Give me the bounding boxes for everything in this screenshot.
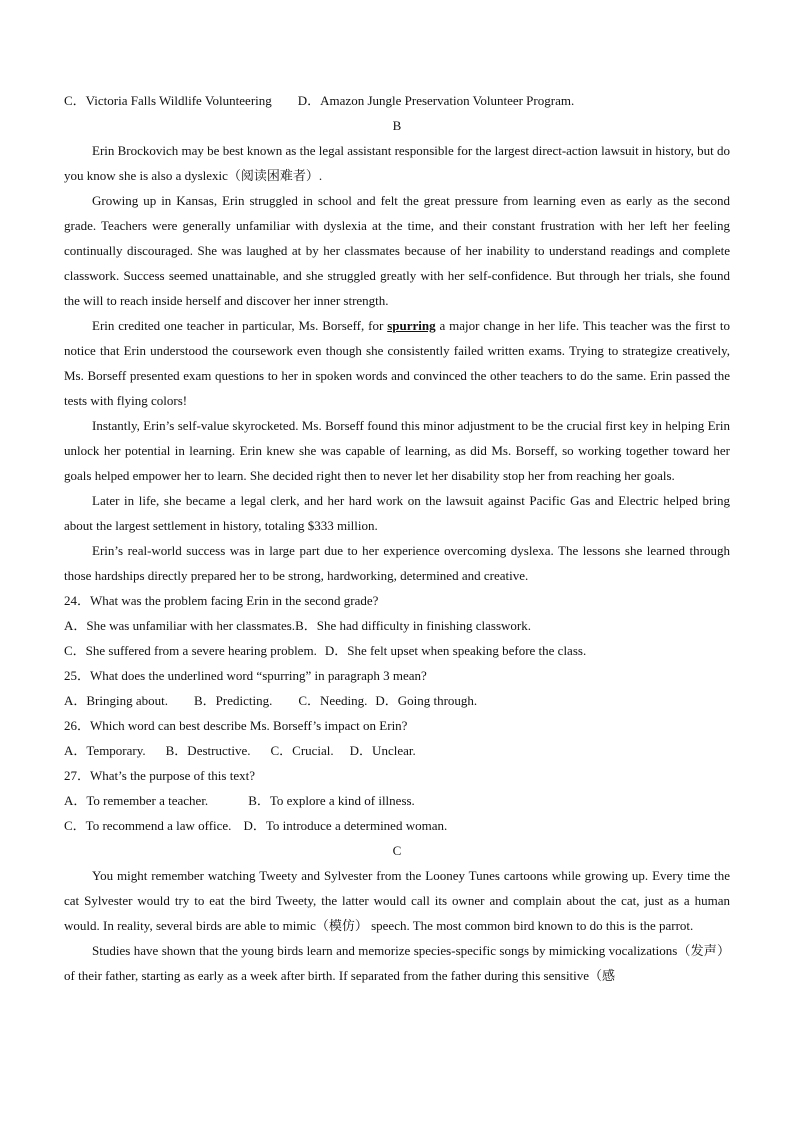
q24-option-a: A．She was unfamiliar with her classmates.	[64, 618, 296, 633]
underlined-word-spurring: spurring	[387, 318, 436, 333]
option-d: D．Amazon Jungle Preservation Volunteer Program.	[297, 93, 575, 108]
question-26-stem: 26．Which word can best describe Ms. Borseff’s impact on Erin?	[64, 718, 408, 733]
section-b-paragraph-2: Growing up in Kansas, Erin struggled in school and felt the great pressure from learning even as early as the second grade. Teachers were generally unfamiliar with dyslexia at the time, and their constant frustration with her left her feeling continually discouraged. She was laughed at by her classmates because of her inability to understand readings and complete classwork. Success seemed unattainable, and she struggled greatly with her self-confidence. But through her trials, she found the will to reach inside herself and discover her inner strength.	[64, 193, 730, 308]
section-b-paragraph-4: Instantly, Erin’s self-value skyrocketed. Ms. Borseff found this minor adjustment to be the crucial first key in helping Erin unlock her potential in learning. Erin knew she was capable of learning, as did Ms. Borseff, so working together toward her goals helped empower her to learn. She decided right then to never let her disability stop her from reaching her goals.	[64, 418, 730, 483]
q26-option-d: D．Unclear.	[349, 743, 416, 758]
question-27-stem: 27．What’s the purpose of this text?	[64, 768, 255, 783]
previous-question-options	[64, 88, 730, 113]
question-24-options-line-1	[64, 613, 730, 638]
q24-option-d: D．She felt upset when speaking before the class.	[324, 643, 587, 658]
section-c-heading: C	[392, 843, 402, 858]
section-b-paragraph-6: Erin’s real-world success was in large part due to her experience overcoming dyslexa. The lessons she learned through those hardships directly prepared her to be strong, hardworking, determined and creative.	[64, 543, 730, 583]
q25-option-d: D．Going through.	[375, 693, 478, 708]
paragraph-3-text-after: a major change in her life. This teacher was the first to notice that Erin understood the coursework even though she consistently failed written exams. Trying to strategize creatively, Ms. Borseff presented exam questions to her in spoken words and convinced the other teachers to do the same. Erin passed the tests with flying colors!	[64, 318, 730, 408]
q27-option-a: A．To remember a teacher.	[64, 793, 209, 808]
question-27-options-line-1	[64, 788, 730, 813]
q26-option-a: A．Temporary.	[64, 743, 146, 758]
section-b-paragraph-3	[64, 313, 730, 413]
q26-option-c: C．Crucial.	[270, 743, 334, 758]
section-b-paragraph-1: Erin Brockovich may be best known as the legal assistant responsible for the largest direct-action lawsuit in history, but do you know she is also a dyslexic（阅读困难者）.	[64, 143, 730, 183]
section-c-paragraph-2: Studies have shown that the young birds learn and memorize species-specific songs by mimicking vocalizations（发声） of their father, starting as early as a week after birth. If separated from the father during this sensitive（感	[64, 943, 730, 983]
question-25-options	[64, 688, 730, 713]
q27-option-d: D．To introduce a determined woman.	[243, 818, 448, 833]
question-27-options-line-2	[64, 813, 730, 838]
q24-option-b: B．She had difficulty in finishing classwork.	[295, 618, 531, 633]
paragraph-3-text-before: Erin credited one teacher in particular, Ms. Borseff, for	[92, 318, 388, 333]
document-page	[64, 88, 730, 988]
q25-option-c: C．Needing.	[298, 693, 368, 708]
q27-option-c: C．To recommend a law office.	[64, 818, 232, 833]
option-c: C．Victoria Falls Wildlife Volunteering	[64, 93, 272, 108]
section-c-paragraph-1: You might remember watching Tweety and Sylvester from the Looney Tunes cartoons while growing up. Every time the cat Sylvester would try to eat the bird Tweety, the latter would call its owner and complain about the cat, just as a human would. In reality, several birds are able to mimic（模仿） speech. The most common bird known to do this is the parrot.	[64, 868, 730, 933]
question-24-options-line-2	[64, 638, 730, 663]
q25-option-a: A．Bringing about.	[64, 693, 168, 708]
question-25-stem: 25．What does the underlined word “spurring” in paragraph 3 mean?	[64, 668, 427, 683]
section-b-paragraph-5: Later in life, she became a legal clerk, and her hard work on the lawsuit against Pacific Gas and Electric helped bring about the largest settlement in history, totaling $333 million.	[64, 493, 730, 533]
q27-option-b: B．To explore a kind of illness.	[248, 793, 415, 808]
q25-option-b: B．Predicting.	[194, 693, 273, 708]
question-26-options	[64, 738, 730, 763]
question-24-stem: 24．What was the problem facing Erin in the second grade?	[64, 593, 379, 608]
q26-option-b: B．Destructive.	[165, 743, 251, 758]
q24-option-c: C．She suffered from a severe hearing problem.	[64, 643, 317, 658]
section-b-heading: B	[392, 118, 402, 133]
